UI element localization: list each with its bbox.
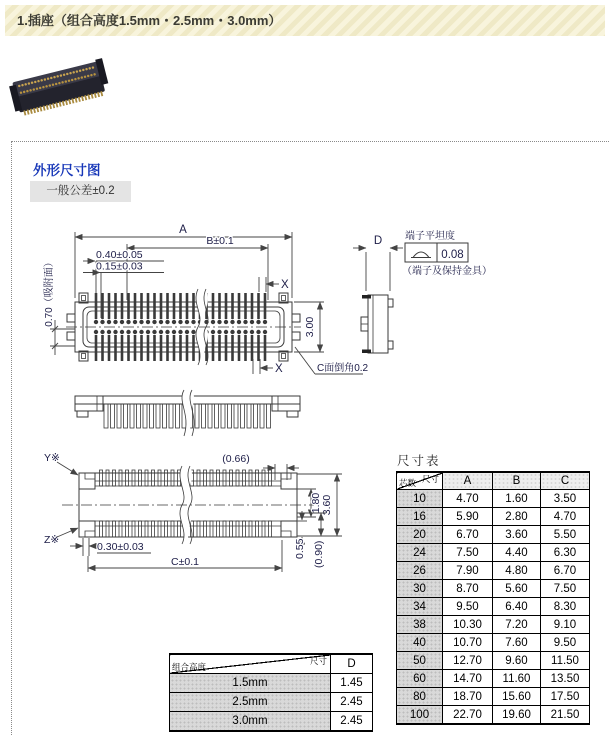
dim-label-040: 0.40±0.05 (96, 249, 143, 261)
table-row (397, 508, 590, 526)
general-tolerance-note: 一般公差±0.2 (30, 181, 131, 202)
corner-label-size: 尺寸 (421, 474, 439, 484)
table-row (397, 688, 590, 706)
table-cell: 5.60 (493, 580, 541, 598)
table-cell: 5.90 (443, 508, 493, 526)
corner-label-stack-height: 组合高度 (172, 662, 207, 672)
table-cell: 100 (397, 706, 443, 725)
dim-label-b: B±0.1 (206, 235, 234, 247)
table-cell: 6.70 (443, 526, 493, 544)
table-cell: 9.50 (541, 634, 590, 652)
table-cell: 1.45 (331, 674, 373, 693)
corner-label-size: 尺寸 (309, 656, 327, 666)
dim-label-x-bottom: X (275, 363, 283, 375)
table-row (397, 634, 590, 652)
table-cell: 1.5mm (170, 674, 331, 693)
dim-label-055: 0.55 (294, 538, 306, 559)
table-cell: 34 (397, 598, 443, 616)
table-row (397, 562, 590, 580)
table-row (397, 670, 590, 688)
table-cell: 4.80 (493, 562, 541, 580)
table-cell: 7.50 (541, 580, 590, 598)
ref-label-y: Y※ (44, 452, 60, 464)
table-cell: 2.5mm (170, 693, 331, 712)
table-cell: 6.30 (541, 544, 590, 562)
flatness-note: （端子及保持金具） (402, 266, 492, 277)
table-cell: 3.50 (541, 490, 590, 508)
connector-photo-body (8, 58, 111, 117)
table-cell: 21.50 (541, 706, 590, 725)
ref-label-z: Z※ (44, 534, 60, 546)
table-cell: 24 (397, 544, 443, 562)
table-row (397, 490, 590, 508)
table-row (397, 526, 590, 544)
table-cell: 12.70 (443, 652, 493, 670)
table-cell: 4.70 (443, 490, 493, 508)
dim-label-180: 1.80 (310, 492, 322, 514)
table-cell: 6.70 (541, 562, 590, 580)
size-table-col-a: A (443, 472, 493, 490)
table-row (397, 580, 590, 598)
table-cell: 20 (397, 526, 443, 544)
corner-label-pins: 芯数 (399, 478, 417, 488)
table-cell: 38 (397, 616, 443, 634)
size-table-title: 尺寸表 (397, 454, 441, 468)
size-table-header-row (397, 472, 590, 490)
height-table-col-d: D (331, 654, 373, 674)
height-table-header-row (170, 654, 373, 674)
table-cell: 80 (397, 688, 443, 706)
product-photo (6, 46, 116, 138)
table-cell: 5.50 (541, 526, 590, 544)
table-row (397, 652, 590, 670)
table-cell: 6.40 (493, 598, 541, 616)
dim-label-360: 3.60 (321, 494, 333, 516)
dim-label-d: D (373, 235, 383, 247)
section-header-title: 1.插座（组合高度1.5mm・2.5mm・3.0mm） (17, 13, 282, 28)
dim-label-c: C±0.1 (171, 556, 199, 568)
table-cell: 60 (397, 670, 443, 688)
dim-label-suction: 0.70（吸附面） (44, 257, 55, 327)
flatness-value: 0.08 (441, 249, 464, 261)
table-cell: 14.70 (443, 670, 493, 688)
table-cell: 16 (397, 508, 443, 526)
size-table (396, 471, 590, 725)
dim-label-x-top: X (281, 279, 289, 291)
table-row (397, 706, 590, 725)
table-cell: 11.50 (541, 652, 590, 670)
dim-label-090: (0.90) (313, 540, 325, 568)
table-cell: 3.0mm (170, 712, 331, 732)
table-row (170, 674, 373, 693)
table-cell: 8.70 (443, 580, 493, 598)
size-table-col-c: C (541, 472, 590, 490)
height-table-corner-cell (170, 654, 331, 674)
table-cell: 3.60 (493, 526, 541, 544)
table-cell: 13.50 (541, 670, 590, 688)
size-table-col-b: B (493, 472, 541, 490)
table-cell: 22.70 (443, 706, 493, 725)
table-row (397, 544, 590, 562)
table-cell: 17.50 (541, 688, 590, 706)
table-cell: 9.10 (541, 616, 590, 634)
table-cell: 7.60 (493, 634, 541, 652)
table-cell: 9.60 (493, 652, 541, 670)
dim-label-a: A (179, 224, 187, 236)
flatness-title: 端子平坦度 (405, 231, 455, 242)
size-table-corner-cell (397, 472, 443, 490)
table-cell: 7.20 (493, 616, 541, 634)
table-row (397, 616, 590, 634)
table-cell: 30 (397, 580, 443, 598)
dim-label-066: (0.66) (222, 453, 250, 465)
table-row (170, 712, 373, 732)
table-cell: 26 (397, 562, 443, 580)
table-cell: 18.70 (443, 688, 493, 706)
table-cell: 2.45 (331, 693, 373, 712)
table-cell: 10.70 (443, 634, 493, 652)
table-row (170, 693, 373, 712)
table-cell: 1.60 (493, 490, 541, 508)
table-cell: 50 (397, 652, 443, 670)
table-cell: 2.80 (493, 508, 541, 526)
table-cell: 4.40 (493, 544, 541, 562)
section-header-bar (5, 5, 605, 36)
table-row (397, 598, 590, 616)
table-cell: 4.70 (541, 508, 590, 526)
table-cell: 15.60 (493, 688, 541, 706)
table-cell: 11.60 (493, 670, 541, 688)
table-cell: 9.50 (443, 598, 493, 616)
table-cell: 8.30 (541, 598, 590, 616)
table-cell: 19.60 (493, 706, 541, 725)
dim-label-015: 0.15±0.03 (96, 260, 143, 273)
stack-height-table (169, 653, 373, 732)
table-cell: 10.30 (443, 616, 493, 634)
table-cell: 7.90 (443, 562, 493, 580)
table-cell: 7.50 (443, 544, 493, 562)
table-cell: 10 (397, 490, 443, 508)
dim-label-030: 0.30±0.03 (97, 541, 144, 553)
dim-label-300: 3.00 (304, 316, 316, 338)
drawing-section-title: 外形尺寸图 (33, 163, 101, 178)
chamfer-note: C面倒角0.2 (317, 363, 369, 374)
table-cell: 40 (397, 634, 443, 652)
table-cell: 2.45 (331, 712, 373, 732)
